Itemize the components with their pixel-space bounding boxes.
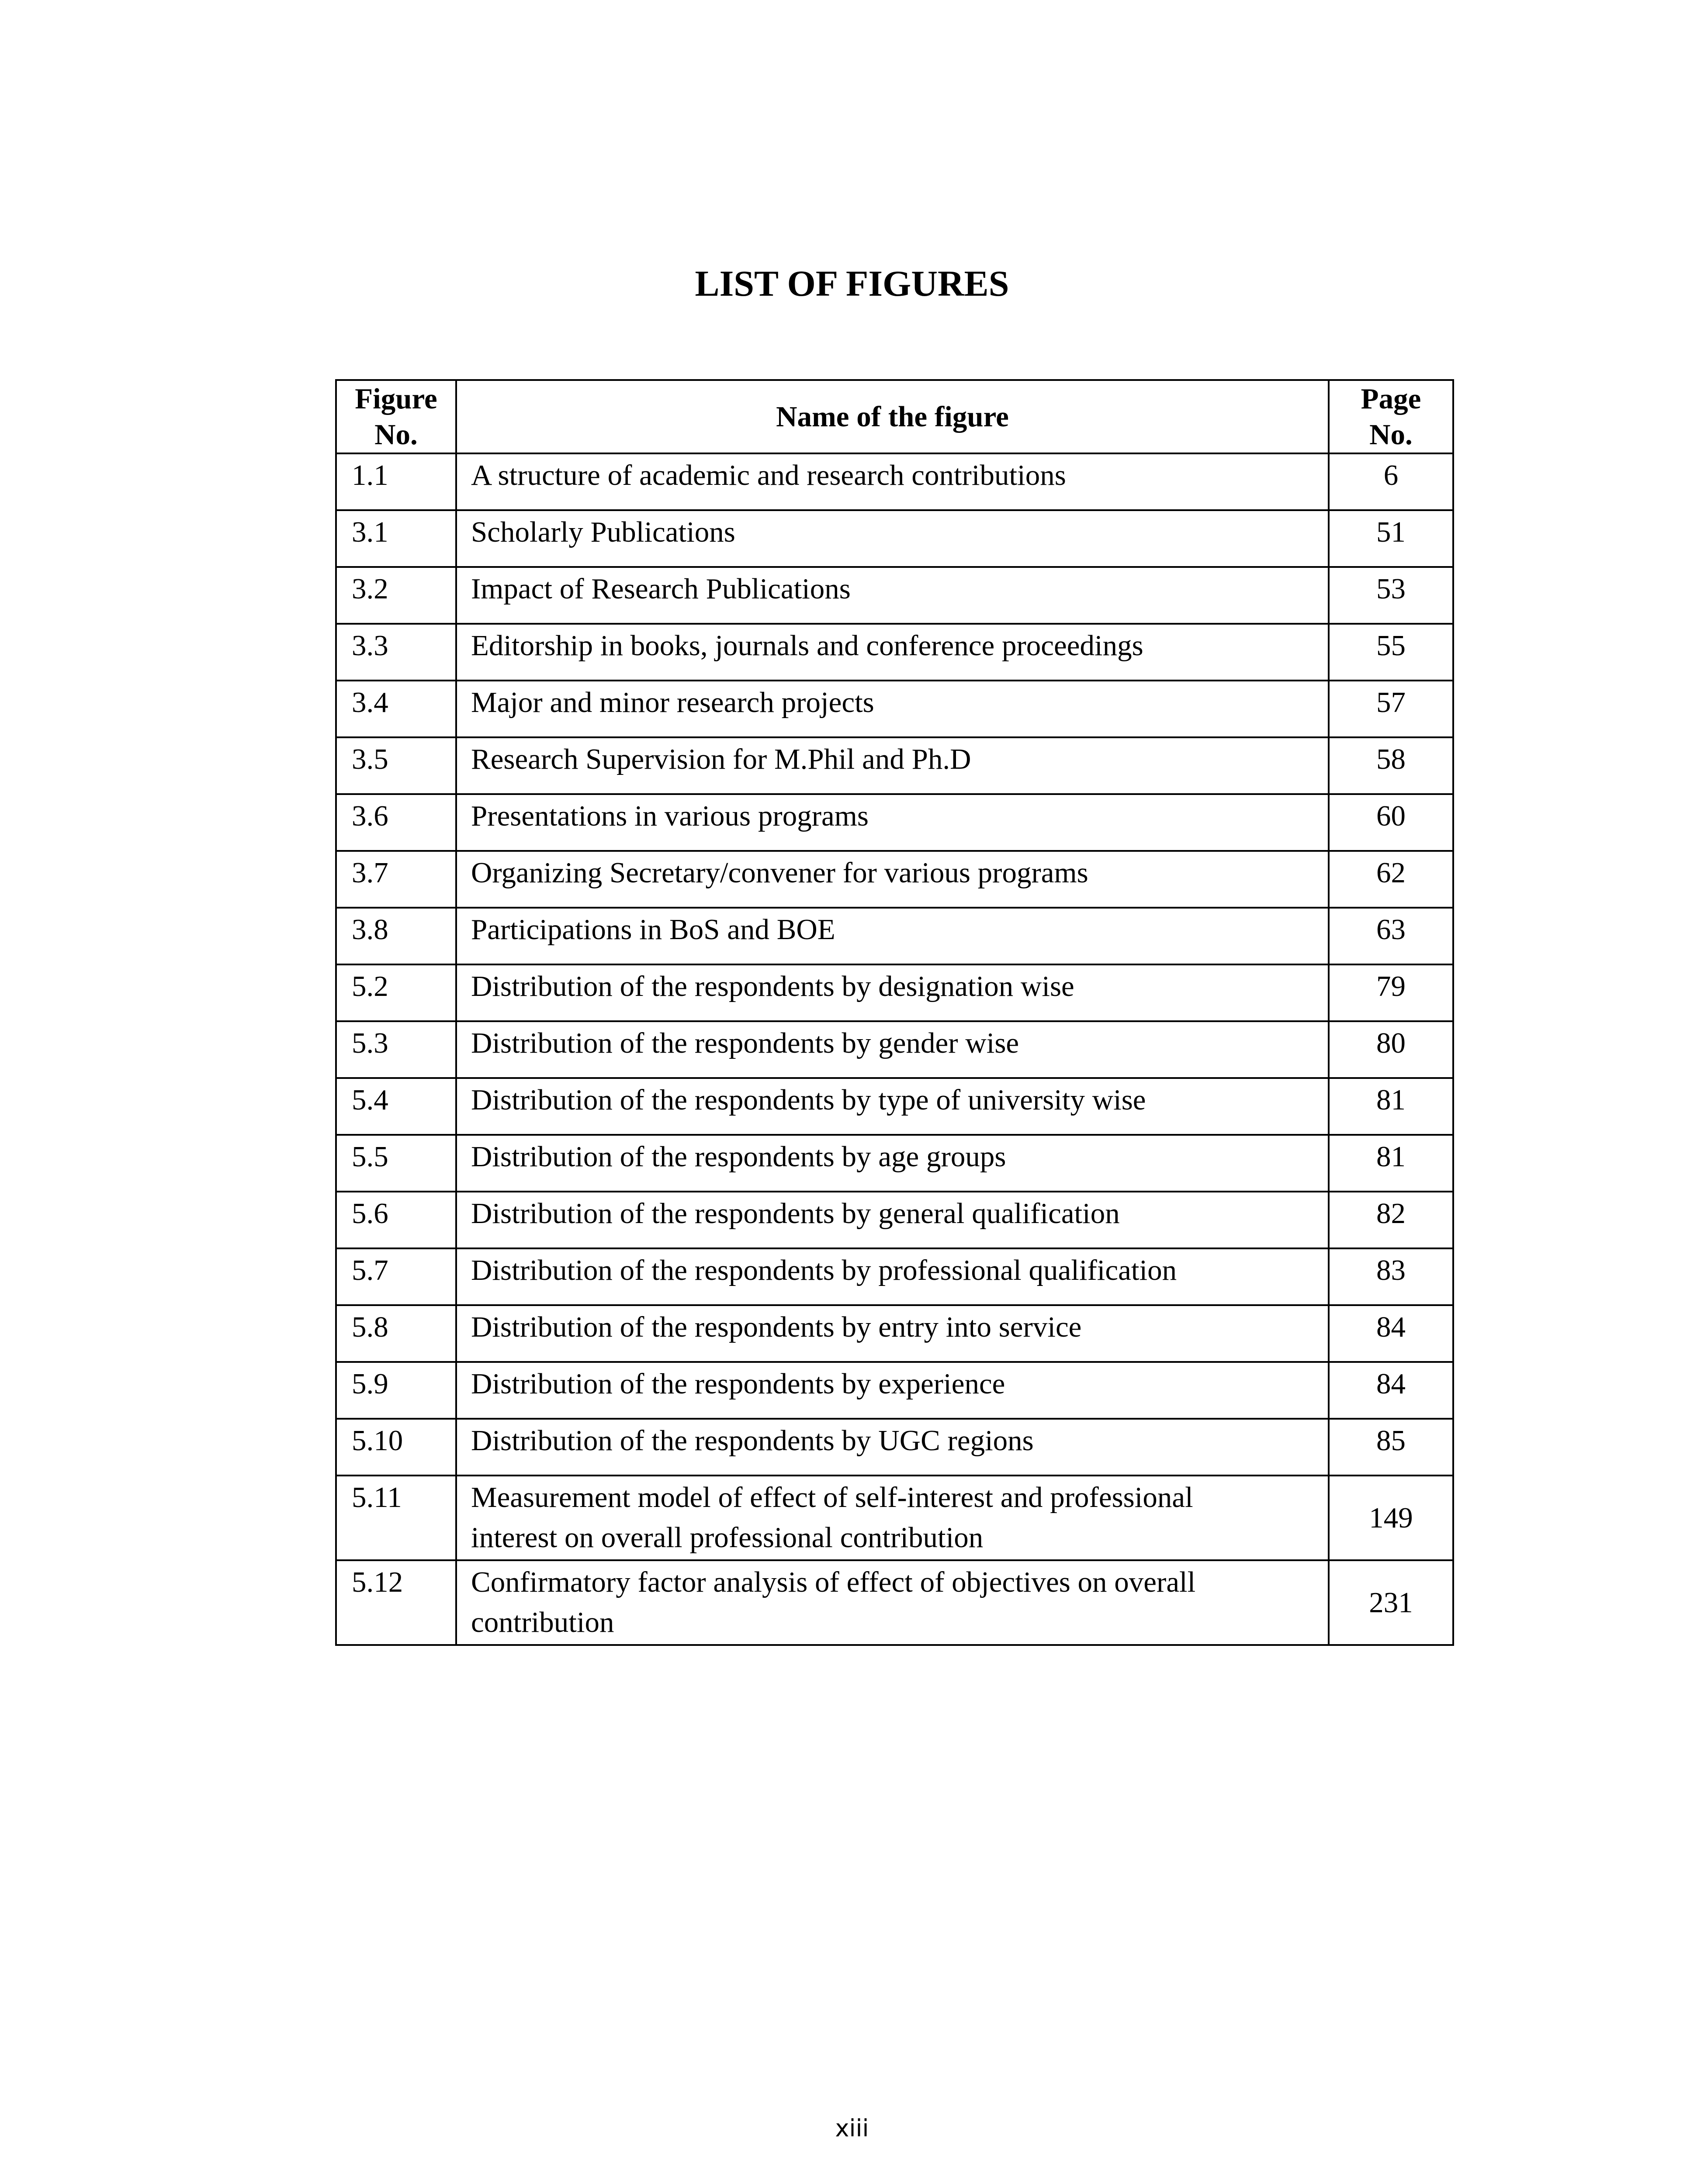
figure-name: Scholarly Publications xyxy=(456,510,1329,567)
page-number: 85 xyxy=(1329,1419,1453,1476)
figure-number: 5.12 xyxy=(336,1560,456,1645)
table-row xyxy=(336,510,1453,567)
page-number: 60 xyxy=(1329,794,1453,851)
figure-name: Participations in BoS and BOE xyxy=(456,908,1329,964)
figure-name: Distribution of the respondents by type of university wise xyxy=(456,1078,1329,1135)
header-page-no xyxy=(1329,380,1453,453)
header-page-no-line2: No. xyxy=(1369,418,1413,451)
page-number: 79 xyxy=(1329,964,1453,1021)
table-row xyxy=(336,1419,1453,1476)
figure-name: Distribution of the respondents by professional qualification xyxy=(456,1248,1329,1305)
page-number: 80 xyxy=(1329,1021,1453,1078)
figure-number: 3.3 xyxy=(336,624,456,681)
figure-name-line1: Confirmatory factor analysis of effect of objectives on overall xyxy=(471,1566,1196,1598)
table-row xyxy=(336,1135,1453,1192)
figure-name-line2: interest on overall professional contribution xyxy=(471,1521,984,1554)
figure-name: Distribution of the respondents by designation wise xyxy=(456,964,1329,1021)
table-row xyxy=(336,1192,1453,1248)
page-number: 55 xyxy=(1329,624,1453,681)
page-number: 149 xyxy=(1329,1476,1453,1560)
figure-number: 3.5 xyxy=(336,737,456,794)
figure-name: Editorship in books, journals and conference proceedings xyxy=(456,624,1329,681)
figure-name: Major and minor research projects xyxy=(456,681,1329,737)
table-row xyxy=(336,1362,1453,1419)
table-row xyxy=(336,453,1453,510)
figure-number: 3.7 xyxy=(336,851,456,908)
page-number: 53 xyxy=(1329,567,1453,624)
page-number: 63 xyxy=(1329,908,1453,964)
figure-number: 5.8 xyxy=(336,1305,456,1362)
figure-number: 3.6 xyxy=(336,794,456,851)
table-row xyxy=(336,964,1453,1021)
table-row xyxy=(336,1560,1453,1645)
table-row xyxy=(336,567,1453,624)
header-figure-no-line2: No. xyxy=(374,418,418,451)
page-number: 6 xyxy=(1329,453,1453,510)
figure-number: 3.2 xyxy=(336,567,456,624)
table-row xyxy=(336,851,1453,908)
table-row xyxy=(336,737,1453,794)
table-body xyxy=(336,453,1453,1645)
figure-number: 1.1 xyxy=(336,453,456,510)
header-name: Name of the figure xyxy=(456,380,1329,453)
page-number: 51 xyxy=(1329,510,1453,567)
table-row xyxy=(336,624,1453,681)
page-number: 83 xyxy=(1329,1248,1453,1305)
figure-number: 5.10 xyxy=(336,1419,456,1476)
figure-name: Distribution of the respondents by entry into service xyxy=(456,1305,1329,1362)
table-row xyxy=(336,681,1453,737)
header-figure-no xyxy=(336,380,456,453)
figure-name-line2: contribution xyxy=(471,1606,614,1638)
figure-number: 5.7 xyxy=(336,1248,456,1305)
figure-name: Distribution of the respondents by experience xyxy=(456,1362,1329,1419)
page-number: 58 xyxy=(1329,737,1453,794)
page-number: 231 xyxy=(1329,1560,1453,1645)
header-row xyxy=(336,380,1453,453)
figure-name-line1: Measurement model of effect of self-interest and professional xyxy=(471,1481,1193,1514)
figure-name xyxy=(456,1476,1329,1560)
figure-name: Distribution of the respondents by age groups xyxy=(456,1135,1329,1192)
table-row xyxy=(336,1021,1453,1078)
table-header xyxy=(336,380,1453,453)
list-of-figures-table xyxy=(335,379,1454,1646)
header-figure-no-line1: Figure xyxy=(355,383,437,415)
page-number: 84 xyxy=(1329,1305,1453,1362)
figure-number: 5.6 xyxy=(336,1192,456,1248)
figure-number: 3.8 xyxy=(336,908,456,964)
page-number: 62 xyxy=(1329,851,1453,908)
figure-name: Distribution of the respondents by UGC regions xyxy=(456,1419,1329,1476)
table-row xyxy=(336,794,1453,851)
table-row xyxy=(336,1476,1453,1560)
figure-name xyxy=(456,1560,1329,1645)
figure-number: 5.11 xyxy=(336,1476,456,1560)
page-number-footer: xiii xyxy=(835,2115,869,2142)
header-page-no-line1: Page xyxy=(1361,383,1421,415)
page-number: 57 xyxy=(1329,681,1453,737)
figure-name: A structure of academic and research contributions xyxy=(456,453,1329,510)
figure-number: 5.9 xyxy=(336,1362,456,1419)
page-title: LIST OF FIGURES xyxy=(695,263,1009,304)
figure-number: 5.4 xyxy=(336,1078,456,1135)
figure-number: 3.4 xyxy=(336,681,456,737)
page-number: 81 xyxy=(1329,1135,1453,1192)
figure-number: 5.2 xyxy=(336,964,456,1021)
table-row xyxy=(336,1078,1453,1135)
figure-number: 5.3 xyxy=(336,1021,456,1078)
figure-name: Organizing Secretary/convener for various programs xyxy=(456,851,1329,908)
table-row xyxy=(336,908,1453,964)
figure-number: 3.1 xyxy=(336,510,456,567)
table-row xyxy=(336,1305,1453,1362)
figure-name: Distribution of the respondents by general qualification xyxy=(456,1192,1329,1248)
page-number: 84 xyxy=(1329,1362,1453,1419)
page-number: 82 xyxy=(1329,1192,1453,1248)
figure-name: Presentations in various programs xyxy=(456,794,1329,851)
figure-number: 5.5 xyxy=(336,1135,456,1192)
figure-name: Research Supervision for M.Phil and Ph.D xyxy=(456,737,1329,794)
table-row xyxy=(336,1248,1453,1305)
page-number: 81 xyxy=(1329,1078,1453,1135)
figure-name: Impact of Research Publications xyxy=(456,567,1329,624)
figure-name: Distribution of the respondents by gender wise xyxy=(456,1021,1329,1078)
